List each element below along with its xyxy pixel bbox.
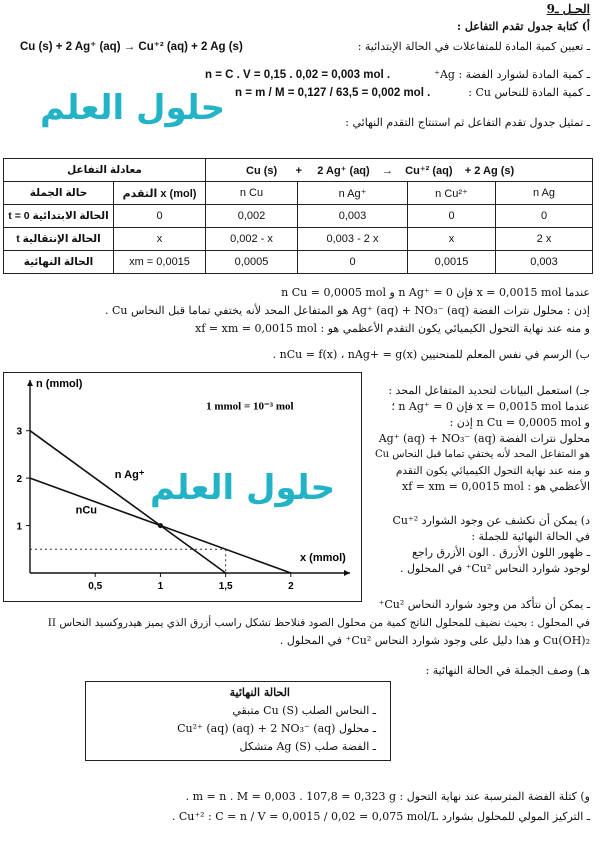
final-state-title: الحالة النهائية <box>229 686 290 699</box>
row-final-label: الحالة النهائية <box>4 251 114 274</box>
x-tick-label: 0,5 <box>88 581 103 592</box>
cu-quantity-formula: n = m / M = 0,127 / 63,5 = 0,002 mol . <box>235 87 431 99</box>
row-initial-label: الحالة الابتدائية t = 0 <box>4 205 114 228</box>
part-d-extra-3: Cu(OH)₂ و هذا دليل على وجود شوارد النحاس Cu²⁺ في المحلول . <box>279 634 590 647</box>
col-n-cu: n Cu <box>206 182 298 205</box>
cell: 0,002 <box>206 205 298 228</box>
cell: 0 <box>408 205 496 228</box>
col-advancement: التقدم x (mol) <box>114 182 206 205</box>
part-d-line-4: لوجود شوارد النحاس Cu²⁺ في المحلول . <box>399 562 590 575</box>
analysis-line-3: و منه عند نهاية التحول الكيميائي يكون التقدم الأعظمي هو : xf = xm = 0,0015 mol <box>195 322 590 335</box>
col-n-ag: n Ag <box>496 182 593 205</box>
cell: 0,003 <box>496 251 593 274</box>
header-eq-plus1: + <box>295 164 302 177</box>
table-row <box>4 228 593 251</box>
cell: 0,003 - 2 x <box>298 228 408 251</box>
header-eq-arrow: → <box>381 164 393 177</box>
x-tick-label: 2 <box>288 581 294 592</box>
cu-quantity-label: ـ كمية المادة للنحاس Cu : <box>468 86 590 99</box>
solution-title: الحـل ـ9 <box>546 2 590 16</box>
y-axis-arrow <box>27 380 33 386</box>
part-d-extra-1: ـ يمكن أن نتأكد من وجود شوارد النحاس Cu²⁺ <box>378 598 590 611</box>
part-c-line-7: الأعظمي هو : xf = xm = 0,0015 mol <box>401 480 590 493</box>
final-state-line-1: ـ النحاس الصلب Cu (S) متبقي <box>232 704 376 717</box>
part-c-line-6: و منه عند نهاية التحول الكيميائي يكون التقدم <box>395 465 590 477</box>
part-d-line-1: د) يمكن أن نكشف عن وجود الشوارد Cu⁺² <box>392 514 590 527</box>
cell: xm = 0,0015 <box>114 251 206 274</box>
intersection-point <box>158 523 163 528</box>
table-header-label: معادلة التفاعل <box>4 159 206 182</box>
part-c-line-5: هو المتفاعل المحد لأنه يختفي تماما قبل النحاس Cu <box>375 449 590 460</box>
table-row <box>4 205 593 228</box>
initial-quantities-intro: ـ تعيين كمية المادة للمتفاعلات في الحالة الإبتدائية : <box>357 40 590 53</box>
analysis-line-4: ب) الرسم في نفس المعلم للمنحنيين nCu = f(x) ، nAg+ = g(x) . <box>272 348 590 361</box>
col-n-cu-ion: n Cu²⁺ <box>408 182 496 205</box>
x-axis-arrow <box>344 570 350 576</box>
table-columns-row <box>4 182 593 205</box>
series-label-n-ag: n Ag⁺ <box>114 469 145 482</box>
part-f-line-2: ـ التركيز المولي للمحلول بشوارد Cu⁺² : C = n / V = 0,0015 / 0,02 = 0,075 mol/L . <box>171 810 590 823</box>
y-tick-label: 3 <box>16 426 22 438</box>
watermark-chart: حلول العلم <box>150 468 336 508</box>
table-intro: ـ تمثيل جدول تقدم التفاعل ثم استنتاج التقدم النهائي : <box>345 116 590 129</box>
final-state-line-2: ـ محلول Cu²⁺ (aq) (aq) + 2 NO₃⁻ (aq) <box>177 722 376 735</box>
ag-quantity-label: ـ كمية المادة لشوارد الفضة : Ag⁺ <box>434 68 590 81</box>
cell: 0,0015 <box>408 251 496 274</box>
part-c-line-3: و n Cu = 0,0005 mol إذن : <box>449 416 590 429</box>
part-f-line-1: و) كتلة الفضة المترسبة عند نهاية التحول : m = n . M = 0,003 . 107,8 = 0,323 g . <box>185 790 590 803</box>
reaction-equation: Cu (s) + 2 Ag⁺ (aq) → Cu⁺² (aq) + 2 Ag (s) <box>20 41 243 53</box>
part-d-extra-2: في المحلول : بحيث نضيف للمحلول الناتج كمية من محلول الصود فنلاحظ تشكل راسب أزرق الذي يميز هيدروكسيد النحاس II <box>47 617 590 629</box>
watermark-top: حلول العلم <box>40 88 226 128</box>
header-eq-ag-solid: + 2 Ag (s) <box>464 164 515 177</box>
final-state-box <box>85 681 391 761</box>
cell: x <box>408 228 496 251</box>
series-label-n-cu: nCu <box>75 504 98 517</box>
x-tick-label: 1,5 <box>218 581 233 592</box>
analysis-line-2: إذن : محلول نترات الفضة Ag⁺ (aq) + NO₃⁻ (aq) هو المتفاعل المحد لأنه يختفي تماما قبل النحاس Cu . <box>104 304 590 317</box>
x-tick-label: 1 <box>157 581 164 592</box>
final-state-line-3: ـ الفضة صلب Ag (S) متشكل <box>239 740 376 753</box>
x-axis-label: x (mmol) <box>300 552 346 564</box>
header-eq-ag: 2 Ag⁺ (aq) <box>317 164 370 177</box>
part-c-line-2: عندما x = 0,0015 mol فإن n Ag⁺ = 0 ؛ <box>391 400 590 413</box>
cell: 0 <box>298 251 408 274</box>
part-d-line-3: ـ ظهور اللون الأزرق . الون الأزرق راجع <box>412 546 590 559</box>
analysis-line-1: عندما x = 0,0015 mol فإن n Ag⁺ = 0 و n Cu = 0,0005 mol <box>281 286 590 299</box>
header-eq-cu2: Cu⁺² (aq) <box>405 164 453 177</box>
cell: 0,003 <box>298 205 408 228</box>
chart-title: 1 mmol = 10⁻³ mol <box>206 400 294 413</box>
part-c-line-1: جـ) استعمل البيانات لتحديد المتفاعل المحد : <box>388 384 590 397</box>
ag-quantity-formula: n = C . V = 0,15 . 0,02 = 0,003 mol . <box>205 69 391 81</box>
cell: 0 <box>496 205 593 228</box>
table-header-row <box>4 159 593 182</box>
table-header-equation <box>206 159 593 182</box>
row-intermediate-label: الحالة الإنتقالية t <box>4 228 114 251</box>
cell: x <box>114 228 206 251</box>
cell: 0,0005 <box>206 251 298 274</box>
y-tick-label: 1 <box>16 521 22 533</box>
header-eq-cu: Cu (s) <box>246 164 278 177</box>
col-n-ag-ion: n Ag⁺ <box>298 182 408 205</box>
col-state: حالة الجملة <box>4 182 114 205</box>
table-row <box>4 251 593 274</box>
cell: 0,002 - x <box>206 228 298 251</box>
y-axis-label: n (mmol) <box>36 378 83 390</box>
part-a-title: أ) كتابة جدول تقدم التفاعل : <box>457 20 590 33</box>
cell: 2 x <box>496 228 593 251</box>
part-e-title: هـ) وصف الجملة في الحالة النهائية : <box>425 664 590 677</box>
cell: 0 <box>114 205 206 228</box>
y-tick-label: 2 <box>16 474 22 486</box>
part-c-line-4: محلول نترات الفضة Ag⁺ (aq) + NO₃⁻ (aq) <box>378 432 590 445</box>
advancement-table <box>3 158 593 274</box>
part-d-line-2: في الحالة النهائية للجملة : <box>471 530 590 543</box>
